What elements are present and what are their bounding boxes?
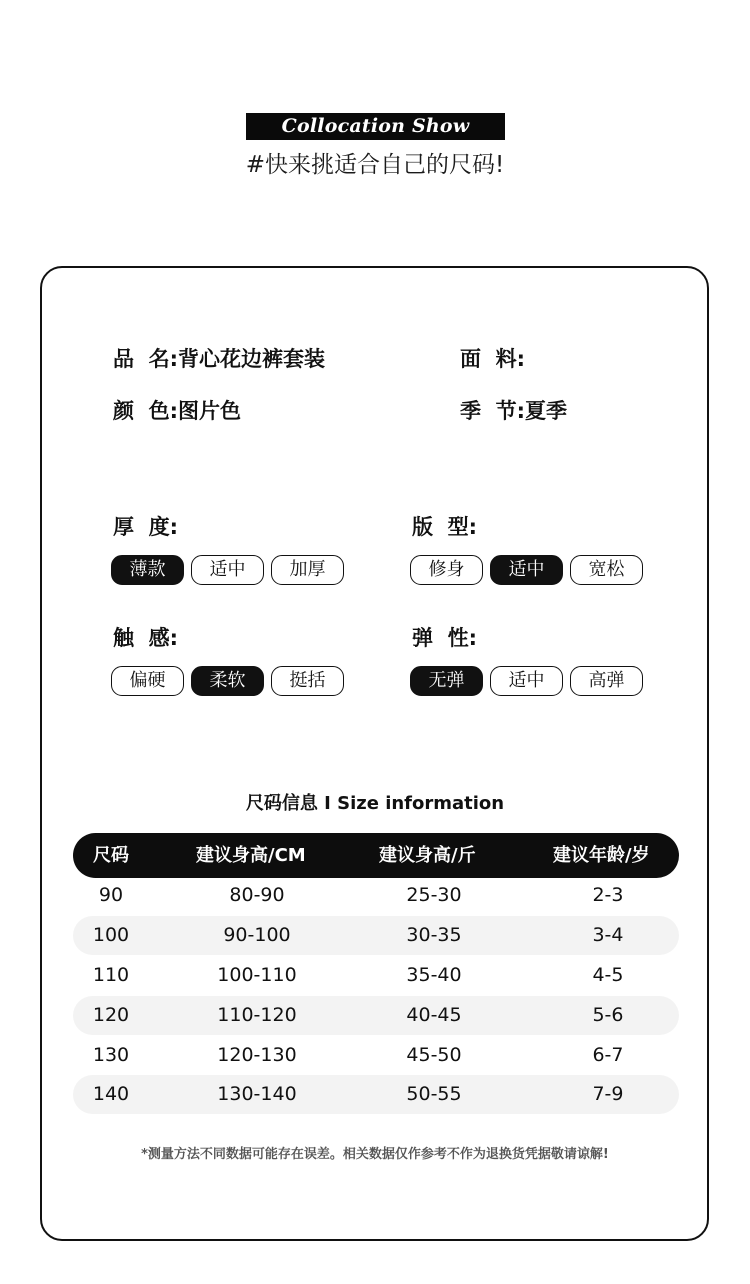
cell-weight: 45-50 (406, 1044, 462, 1066)
fit-option-slim: 修身 (410, 555, 483, 585)
cell-weight: 30-35 (406, 924, 462, 946)
feel-option-stiff: 偏硬 (111, 666, 184, 696)
product-name-label: 品 名: (113, 347, 179, 371)
header-height-cm: 建议身高/CM (196, 845, 306, 866)
thickness-option-thick: 加厚 (271, 555, 344, 585)
table-row (73, 1036, 679, 1075)
product-name-value: 背心花边裤套装 (178, 347, 326, 371)
table-row (73, 956, 679, 995)
fit-title: 版 型: (412, 515, 478, 539)
cell-height: 90-100 (223, 924, 291, 946)
collocation-show-banner: Collocation Show (246, 113, 505, 140)
feel-option-soft: 柔软 (191, 666, 264, 696)
table-row (73, 996, 679, 1035)
cell-size: 120 (92, 1004, 130, 1026)
thickness-options (111, 555, 344, 585)
color-line (113, 397, 241, 425)
feel-options (111, 666, 344, 696)
header-age: 建议年龄/岁 (553, 845, 650, 866)
header-size: 尺码 (93, 845, 129, 866)
cell-height: 100-110 (217, 964, 297, 986)
cell-size: 100 (92, 924, 130, 946)
season-label: 季 节: (460, 399, 526, 423)
cell-height: 130-140 (217, 1083, 297, 1105)
fit-options (410, 555, 643, 585)
cell-height: 110-120 (217, 1004, 297, 1026)
table-row (73, 1075, 679, 1114)
size-info-title: 尺码信息 I Size information (245, 793, 505, 814)
cell-size: 110 (92, 964, 130, 986)
elastic-option-none: 无弹 (410, 666, 483, 696)
feel-title: 触 感: (113, 626, 179, 650)
elastic-title: 弹 性: (412, 626, 478, 650)
season-line (460, 397, 567, 425)
cell-age: 2-3 (592, 884, 624, 906)
thickness-option-thin: 薄款 (111, 555, 184, 585)
cell-weight: 40-45 (406, 1004, 462, 1026)
season-value: 夏季 (525, 399, 568, 423)
header-weight-jin: 建议身高/斤 (379, 845, 476, 866)
cell-age: 5-6 (592, 1004, 624, 1026)
cell-weight: 25-30 (406, 884, 462, 906)
fit-option-regular: 适中 (490, 555, 563, 585)
fit-option-loose: 宽松 (570, 555, 643, 585)
cell-size: 130 (92, 1044, 130, 1066)
cell-age: 7-9 (592, 1083, 624, 1105)
subtitle: #快来挑适合自己的尺码! (245, 152, 505, 178)
thickness-title: 厚 度: (113, 515, 179, 539)
cell-weight: 35-40 (406, 964, 462, 986)
fabric-label: 面 料: (460, 347, 526, 371)
cell-height: 80-90 (229, 884, 285, 906)
elastic-option-high: 高弹 (570, 666, 643, 696)
cell-size: 140 (92, 1083, 130, 1105)
product-name-line (113, 345, 325, 373)
color-label: 颜 色: (113, 399, 179, 423)
cell-weight: 50-55 (406, 1083, 462, 1105)
cell-age: 4-5 (592, 964, 624, 986)
cell-age: 6-7 (592, 1044, 624, 1066)
thickness-option-medium: 适中 (191, 555, 264, 585)
cell-age: 3-4 (592, 924, 624, 946)
elastic-option-medium: 适中 (490, 666, 563, 696)
cell-height: 120-130 (217, 1044, 297, 1066)
feel-option-crisp: 挺括 (271, 666, 344, 696)
table-row (73, 916, 679, 955)
elastic-options (410, 666, 643, 696)
size-table-header (73, 833, 679, 878)
fabric-line (460, 345, 525, 373)
cell-size: 90 (98, 884, 124, 906)
color-value: 图片色 (178, 399, 242, 423)
table-row (73, 876, 679, 915)
measurement-disclaimer: *测量方法不同数据可能存在误差。相关数据仅作参考不作为退换货凭据敬请谅解! (141, 1147, 609, 1162)
